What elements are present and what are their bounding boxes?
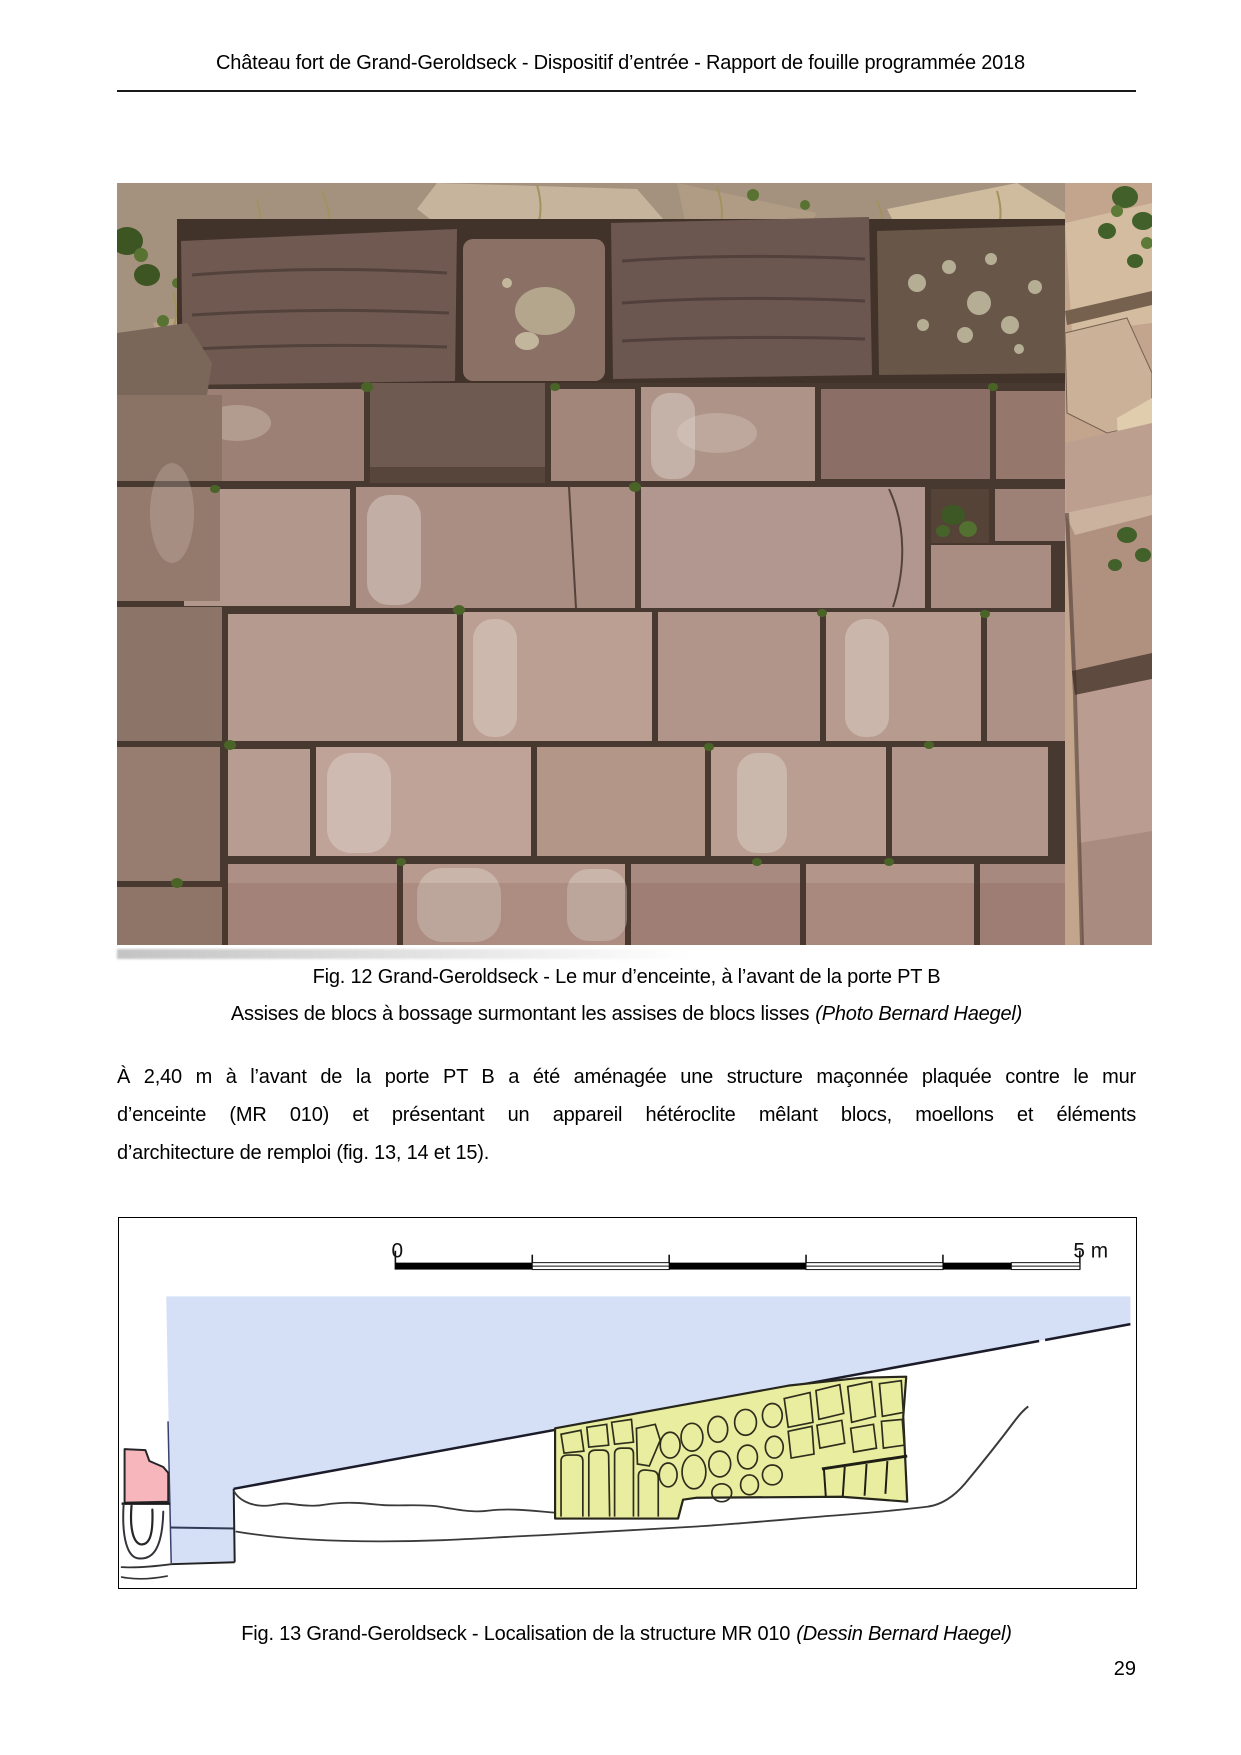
fig13-drawing [118,1217,1137,1589]
wall-course-c [184,487,1073,608]
fig12-caption-line2-text: Assises de blocs à bossage surmontant les assises de blocs lisses [230,1003,810,1025]
left-stone-outlines [122,1505,172,1579]
paragraph-line: À 2,40 m à l’avant de la porte PT B a été aménagée une structure maçonnée plaquée contre le mur [117,1066,1136,1088]
page-number: 29 [1113,1658,1136,1680]
header-rule [117,90,1136,92]
wall-photo-graphic [117,183,1152,945]
fig12-caption [117,959,1136,1033]
pink-structure [122,1449,171,1504]
fig13-drawing-credit: (Dessin Bernard Haegel) [796,1623,1012,1645]
fig12-photo-credit: (Photo Bernard Haegel) [815,1003,1023,1025]
section-drawing [119,1218,1135,1587]
fig12-caption-line1: Fig. 12 Grand-Geroldseck - Le mur d’enceinte, à l’avant de la porte PT B [312,966,941,988]
fig13-caption [117,1616,1136,1653]
paragraph-line: d’architecture de remploi (fig. 13, 14 et 15). [117,1142,490,1164]
scale-label-0: 0 [391,1239,404,1263]
fig12-photo [117,183,1152,945]
fig13-caption-text: Fig. 13 Grand-Geroldseck - Localisation de la structure MR 010 [241,1623,791,1645]
right-rubble-corner [1065,183,1152,945]
wall-course-b [184,383,1073,483]
body-paragraph [117,1058,1136,1172]
scan-artifact [117,949,692,959]
scale-bar [392,1240,1109,1270]
scale-label-5m: 5 m [1073,1239,1109,1263]
left-pilaster [117,323,222,945]
fig12-caption-line2 [117,996,1136,1033]
page-header: Château fort de Grand-Geroldseck - Dispositif d’entrée - Rapport de fouille programmée 2018 [216,52,1025,74]
paragraph-line: d’enceinte (MR 010) et présentant un appareil hétéroclite mêlant blocs, moellons et éléments [117,1104,1136,1126]
bossage-course [181,217,1075,385]
